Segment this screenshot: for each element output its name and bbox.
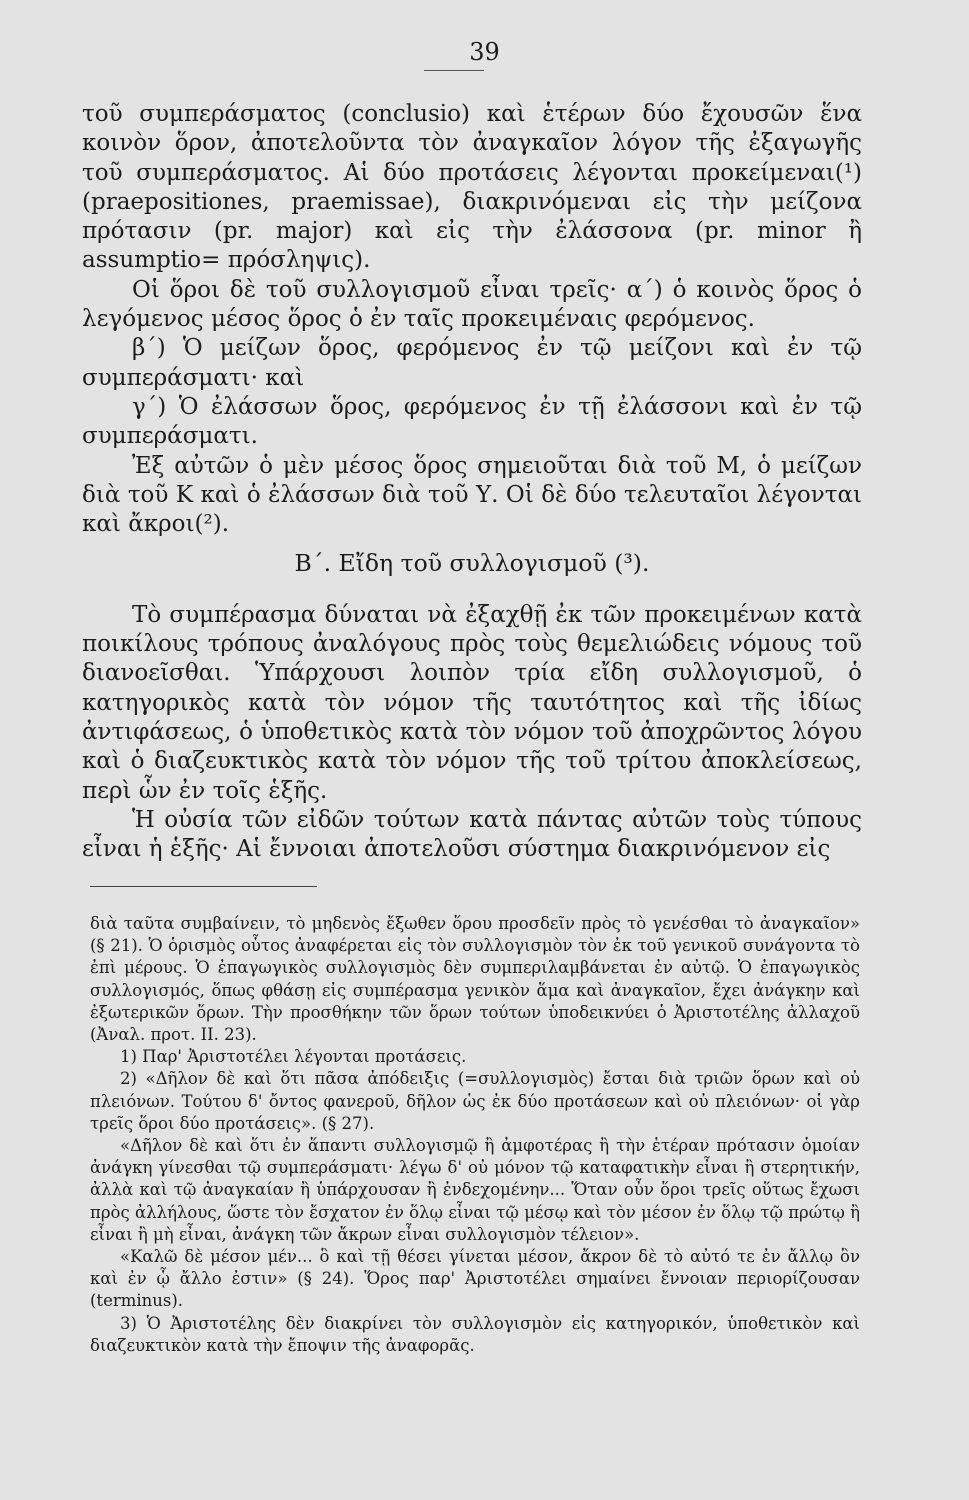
paragraph-conclusio: τοῦ συμπεράσματος (conclusio) καὶ ἑτέρων δύο ἔχουσῶν ἕνα κοινὸν ὅρον, ἀποτελοῦντα τὸν ἀναγκαῖον λόγον τῆς ἐξαγωγῆς τοῦ συμπεράσματος. Αἱ δύο προτάσεις λέγονται προκείμεναι(¹) (praepositiones, praemissae), διακρινόμεναι εἰς τὴν μείζονα πρότασιν (pr. major) καὶ εἰς τὴν ἐλάσσονα (pr. minor ἢ assumptio= πρόσληψις). [82, 101, 862, 274]
paragraph-kinds: Τὸ συμπέρασμα δύναται νὰ ἐξαχθῇ ἐκ τῶν προκειμένων κατὰ ποικίλους τρόπους ἀναλόγους πρὸς τοὺς θεμελιώδεις νόμους τοῦ διανοεῖσθαι. Ὑπάρχουσι λοιπὸν τρία εἴδη συλλογισμοῦ, ὁ κατηγορικὸς κατὰ τὸν νόμον τῆς ταυτότητος καὶ τῆς ἰδίως ἀντιφάσεως, ὁ ὑποθετικὸς κατὰ τὸν νόμον τοῦ ἀποχρῶντος λόγου καὶ ὁ διαζευκτικὸς κατὰ τὸν νόμον τῆς τοῦ τρίτου ἀποκλείσεως, περὶ ὧν ἐν τοῖς ἑξῆς. [82, 601, 862, 804]
footnote-2-quote: «Δῆλον δὲ καὶ ὅτι ἐν ἅπαντι συλλογισμῷ ἢ ἀμφοτέρας ἢ τὴν ἑτέραν πρότασιν ὁμοίαν ἀνάγκη γίνεσθαι τῷ συμπεράσματι· λέγω δ' οὐ μόνον τῷ καταφατικὴν εἶναι ἢ στερητικήν, ἀλλὰ καὶ τῷ ἀναγκαίαν ἢ ὑπάρχουσαν ἢ ἐνδεχομένην... Ὅταν οὖν ὅροι τρεῖς οὕτως ἔχωσι πρὸς ἀλλήλους, ὥστε τὸν ἔσχατον ἐν ὅλῳ εἶναι τῷ μέσῳ καὶ τὸν μέσον ἐν ὅλῳ τῷ πρώτῳ ἢ εἶναι ἢ μὴ εἶναι, ἀνάγκη τῶν ἄκρων εἶναι συλλογισμὸν τέλειον». [90, 1136, 860, 1244]
footnote-1: 1) Παρ' Ἀριστοτέλει λέγονται προτάσεις. [120, 1047, 467, 1067]
page-number: 39 [469, 38, 500, 66]
footnote-3: 3) Ὁ Ἀριστοτέλης δὲν διακρίνει τὸν συλλογισμὸν εἰς κατηγορικόν, ὑποθετικὸν καὶ διαζευκτικὸν κατὰ τὴν ἔποψιν τῆς ἀναφορᾶς. [90, 1313, 860, 1355]
footnote-separator [90, 886, 317, 887]
footnote-2: 2) «Δῆλον δὲ καὶ ὅτι πᾶσα ἀπόδειξις (=συλλογισμὸς) ἔσται διὰ τριῶν ὅρων καὶ οὐ πλειόνων. Τούτου δ' ὄντος φανεροῦ, δῆλον ὡς ἐκ δύο προτάσεων καὶ οὐ πλειόνων· οἱ γὰρ τρεῖς ὅροι δύο προτάσεις». (§ 27). [90, 1069, 860, 1133]
paragraph-essence: Ἡ οὐσία τῶν εἰδῶν τούτων κατὰ πάντας αὐτῶν τοὺς τύπους εἶναι ἡ ἑξῆς· Αἱ ἔννοιαι ἀποτελοῦσι σύστημα διακρινόμενον εἰς [82, 806, 862, 863]
footnote-2-quote-b: «Καλῶ δὲ μέσον μέν... ὃ καὶ τῇ θέσει γίνεται μέσον, ἄκρον δὲ τὸ αὐτό τε ἐν ἄλλῳ ὂν καὶ ἐν ᾧ ἄλλο ἐστιν» (§ 24). Ὅρος παρ' Ἀριστοτέλει σημαίνει ἔννοιαν περιορίζουσαν (terminus). [90, 1247, 860, 1311]
footnote-continued: διὰ ταῦτα συμβαίνειν, τὸ μηδενὸς ἔξωθεν ὅρου προσδεῖν πρὸς τὸ γενέσθαι τὸ ἀναγκαῖον» (§ 21). Ὁ ὁρισμὸς οὗτος ἀναφέρεται εἰς τὸν συλλογισμὸν τὸν ἐκ τοῦ γενικοῦ συνάγοντα τὸ ἐπὶ μέρους. Ὁ ἐπαγωγικὸς συλλογισμὸς δὲν συμπεριλαμβάνεται ἐν αὐτῷ. Ὁ ἐπαγωγικὸς συλλογισμός, ὅπως φθάσῃ εἰς συμπέρασμα γενικὸν ἅμα καὶ ἀναγκαῖον, ἔχει ἀνάγκην καὶ ἐξωτερικῶν ὅρων. Τὴν προσθήκην τῶν ὅρων τούτων ὑποδεικνύει ὁ Ἀριστοτέλης ἀλλαχοῦ (Ἀναλ. προτ. ΙΙ. 23). [90, 914, 860, 1045]
paragraph-term-symbols: Ἐξ αὐτῶν ὁ μὲν μέσος ὅρος σημειοῦται διὰ τοῦ Μ, ὁ μείζων διὰ τοῦ Κ καὶ ὁ ἐλάσσων διὰ τοῦ Υ. Οἱ δὲ δύο τελευταῖοι λέγονται καὶ ἄκροι(²). [82, 452, 862, 538]
main-text [82, 100, 862, 864]
footnotes [90, 913, 860, 1357]
paragraph-minor-term: γ΄) Ὁ ἐλάσσων ὅρος, φερόμενος ἐν τῇ ἐλάσσονι καὶ ἐν τῷ συμπεράσματι. [82, 393, 862, 450]
page-number-rule [424, 70, 484, 71]
paragraph-terms: Οἱ ὅροι δὲ τοῦ συλλογισμοῦ εἶναι τρεῖς· α΄) ὁ κοινὸς ὅρος ὁ λεγόμενος μέσος ὅρος ὁ ἐν ταῖς προκειμέναις φερόμενος. [82, 276, 862, 333]
section-heading: Β΄. Εἴδη τοῦ συλλογισμοῦ (³). [294, 549, 650, 578]
paragraph-major-term: β΄) Ὁ μείζων ὅρος, φερόμενος ἐν τῷ μείζονι καὶ ἐν τῷ συμπεράσματι· καὶ [82, 335, 862, 391]
